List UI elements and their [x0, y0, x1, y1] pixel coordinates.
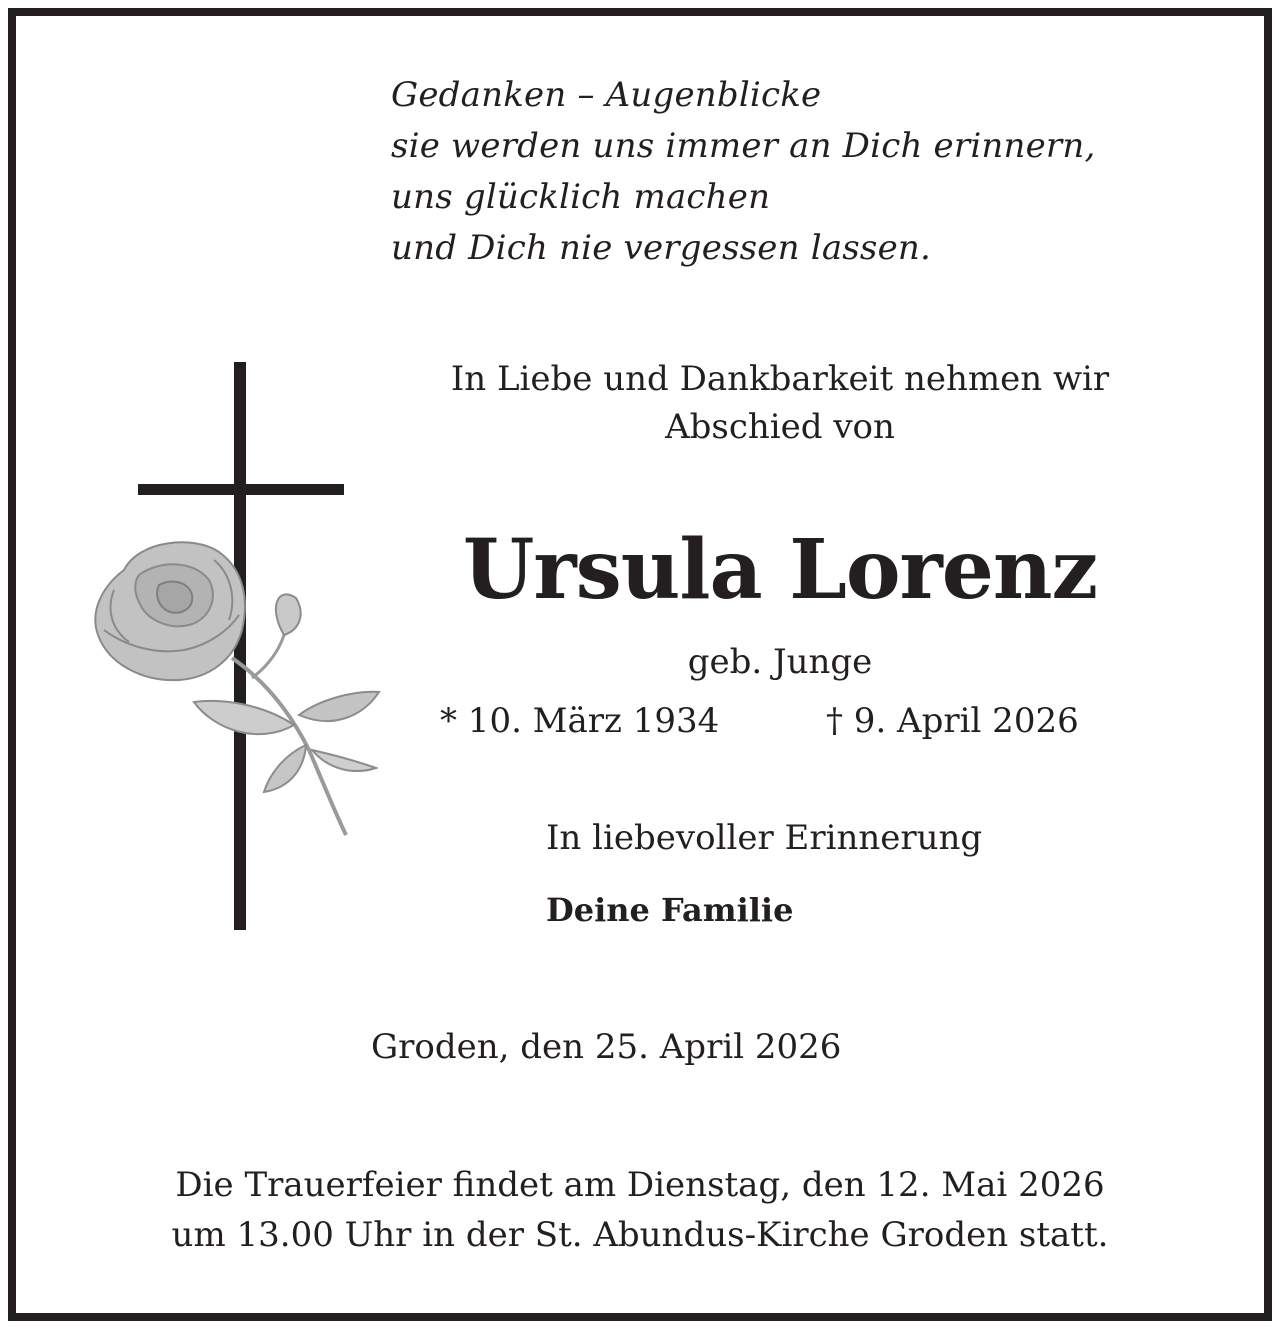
- ceremony-line: um 13.00 Uhr in der St. Abundus-Kirche Groden statt.: [171, 1215, 1109, 1255]
- cross-bar: [138, 484, 344, 495]
- rose-leaf: [299, 692, 379, 721]
- intro-line: Abschied von: [665, 407, 895, 447]
- rose-petal: [157, 582, 192, 613]
- family-signature: Deine Familie: [546, 891, 794, 929]
- poem-line: uns glücklich machen: [391, 177, 771, 217]
- intro-line: In Liebe und Dankbarkeit nehmen wir: [450, 359, 1110, 399]
- rose-leaf: [264, 745, 306, 792]
- birth-date: * 10. März 1934: [440, 701, 720, 741]
- poem-line: und Dich nie vergessen lassen.: [391, 228, 932, 268]
- maiden-name: geb. Junge: [687, 642, 873, 682]
- rose-leaf: [312, 750, 376, 771]
- poem: [391, 70, 1095, 274]
- rose-leaf: [276, 594, 301, 635]
- memory-text: In liebevoller Erinnerung: [546, 818, 983, 858]
- deceased-name: Ursula Lorenz: [462, 522, 1098, 618]
- poem-line: Gedanken – Augenblicke: [391, 75, 822, 115]
- ceremony-info: [40, 1160, 1240, 1260]
- ceremony-line: Die Trauerfeier findet am Dienstag, den 12. Mai 2026: [175, 1165, 1105, 1205]
- rose-leaf: [194, 701, 294, 734]
- poem-line: sie werden uns immer an Dich erinnern,: [391, 126, 1096, 166]
- rose-stem-branch: [252, 635, 284, 678]
- intro-text: [380, 355, 1180, 451]
- rose-stem: [232, 658, 346, 835]
- death-date: † 9. April 2026: [826, 701, 1079, 741]
- place-date: Groden, den 25. April 2026: [371, 1027, 842, 1067]
- rose-icon: [84, 530, 394, 840]
